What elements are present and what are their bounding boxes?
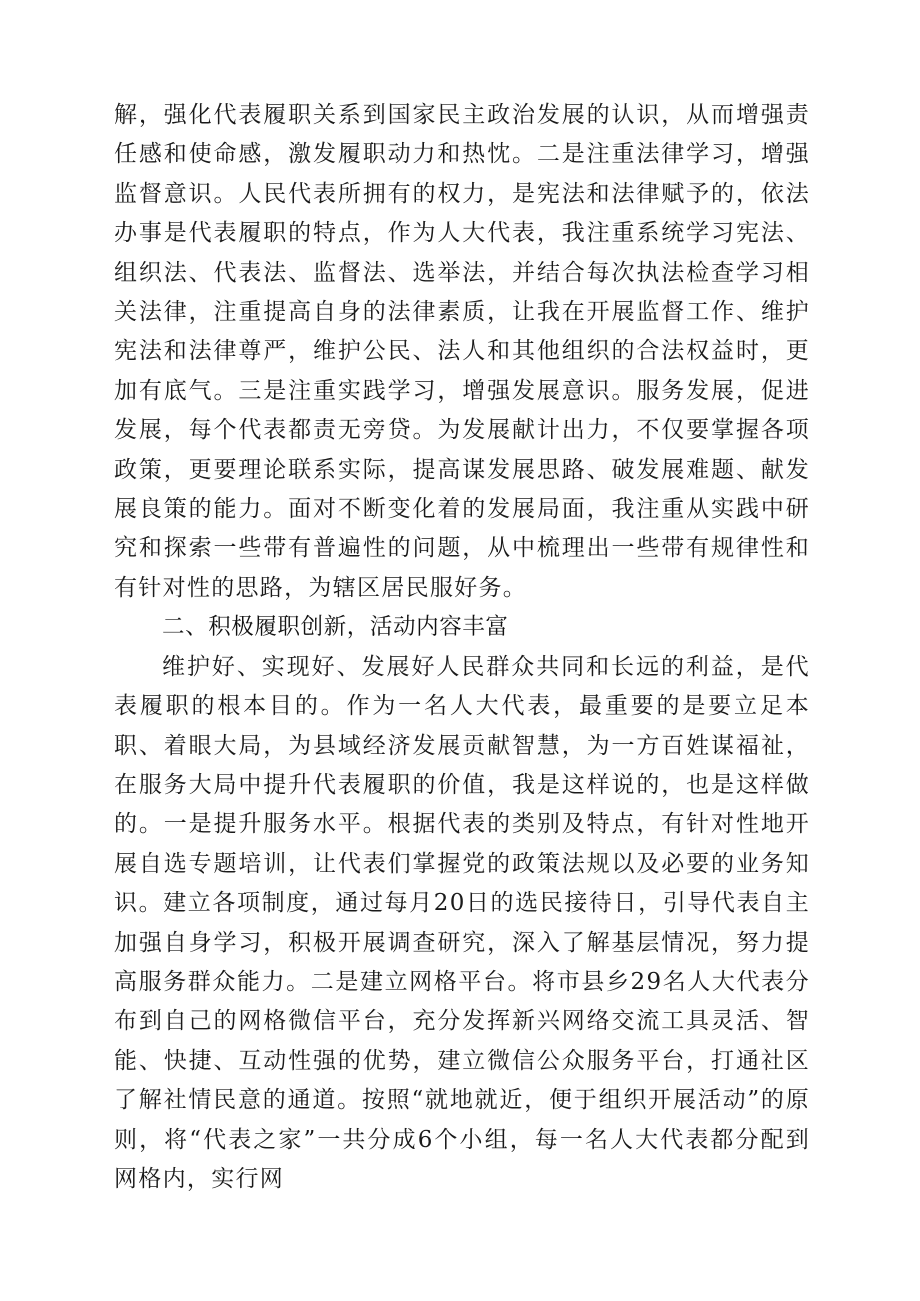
- section-heading: 二、积极履职创新，活动内容丰富: [162, 614, 509, 641]
- body-paragraph: 维护好、实现好、发展好人民群众共同和长远的利益，是代表履职的根本目的。作为一名人大代表，最重要的是要立足本职、着眼大局，为县域经济发展贡献智慧，为一方百姓谋福祉，在服务大局中提升代表履职的价值，我是这样说的，也是这样做的。一是提升服务水平。根据代表的类别及特点，有针对性地开展自选专题培训，让代表们掌握党的政策法规以及必要的业务知识。建立各项制度，通过每月20日的选民接待日，引导代表自主加强自身学习，积极开展调查研究，深入了解基层情况，努力提高服务群众能力。二是建立网格平台。将市县乡29名人大代表分布到自己的网格微信平台，充分发挥新兴网络交流工具灵活、智能、快捷、互动性强的优势，建立微信公众服务平台，打通社区了解社情民意的通道。按照“就地就近，便于组织开展活动”的原则，将“代表之家”一共分成6个小组，每一名人大代表都分配到网格内，实行网: [114, 653, 810, 1192]
- document-body: [114, 96, 810, 1199]
- body-paragraph-continued: 解，强化代表履职关系到国家民主政治发展的认识，从而增强责任感和使命感，激发履职动力和热忱。二是注重法律学习，增强监督意识。人民代表所拥有的权力，是宪法和法律赋予的，依法办事是代表履职的特点，作为人大代表，我注重系统学习宪法、组织法、代表法、监督法、选举法，并结合每次执法检查学习相关法律，注重提高自身的法律素质，让我在开展监督工作、维护宪法和法律尊严，维护公民、法人和其他组织的合法权益时，更加有底气。三是注重实践学习，增强发展意识。服务发展，促进发展，每个代表都责无旁贷。为发展献计出力，不仅要掌握各项政策，更要理论联系实际，提高谋发展思路、破发展难题、献发展良策的能力。面对不断变化着的发展局面，我注重从实践中研究和探索一些带有普遍性的问题，从中梳理出一些带有规律性和有针对性的思路，为辖区居民服好务。: [114, 102, 810, 601]
